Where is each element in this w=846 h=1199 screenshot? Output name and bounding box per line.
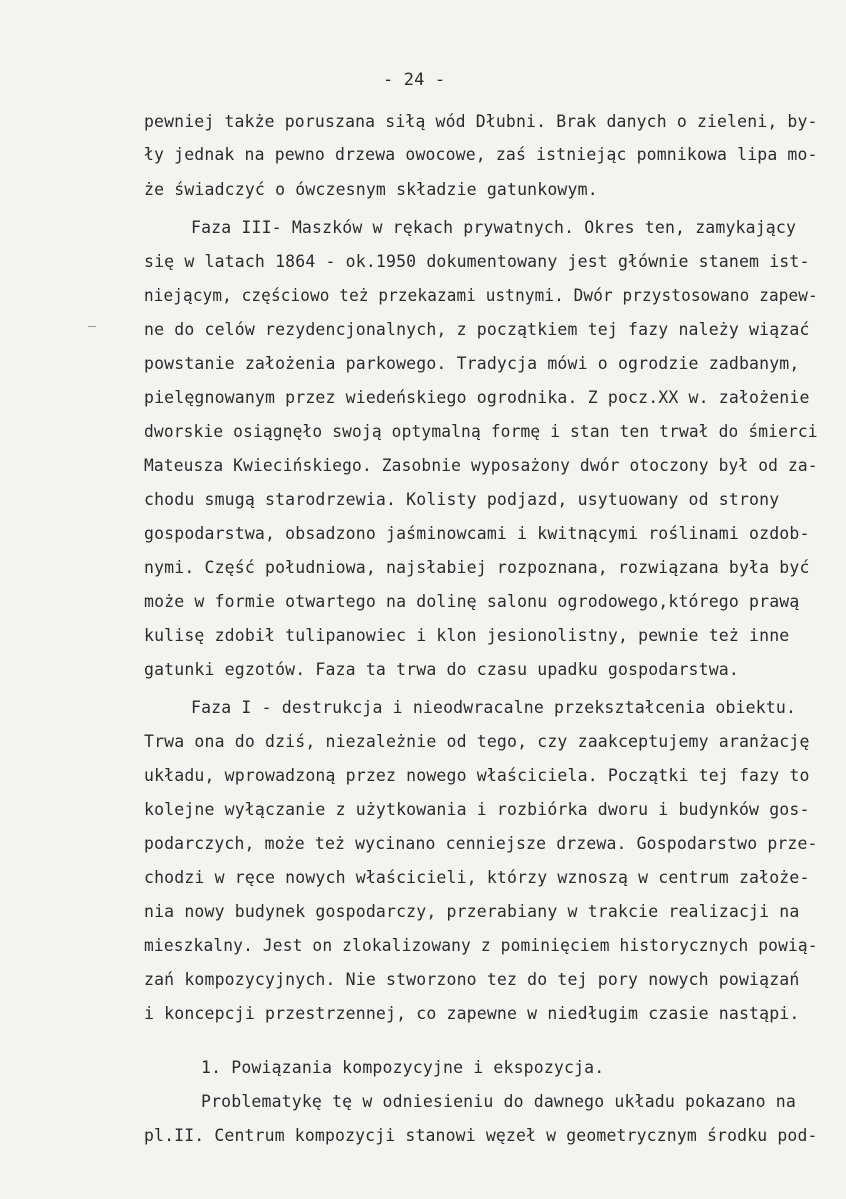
text-line: zań kompozycyjnych. Nie stworzono tez do tej pory nowych powiązań — [144, 970, 800, 989]
text-line: nymi. Część południowa, najsłabiej rozpoznana, rozwiązana była być — [144, 558, 810, 577]
text-line: może w formie otwartego na dolinę salonu ogrodowego,którego prawą — [144, 592, 800, 611]
text-line: ne do celów rezydencjonalnych, z początkiem tej fazy należy wiązać — [144, 320, 810, 339]
text-line: mieszkalny. Jest on zlokalizowany z pominięciem historycznych powią- — [144, 936, 818, 955]
text-line: Trwa ona do dziś, niezależnie od tego, czy zaakceptujemy aranżację — [144, 732, 810, 751]
text-line: pewniej także poruszana siłą wód Dłubni. Brak danych o zieleni, by- — [144, 112, 818, 131]
text-line: układu, wprowadzoną przez nowego właściciela. Początki tej fazy to — [144, 766, 810, 785]
text-line: Faza III- Maszków w rękach prywatnych. Okres ten, zamykający — [191, 218, 797, 237]
section-heading: 1. Powiązania kompozycyjne i ekspozycja. — [201, 1058, 605, 1077]
text-line: nia nowy budynek gospodarczy, przerabiany w trakcie realizacji na — [144, 902, 800, 921]
text-line: się w latach 1864 - ok.1950 dokumentowany jest głównie stanem ist- — [144, 252, 810, 271]
text-line: powstanie założenia parkowego. Tradycja mówi o ogrodzie zadbanym, — [144, 354, 800, 373]
text-line: gatunki egzotów. Faza ta trwa do czasu upadku gospodarstwa. — [144, 660, 739, 679]
text-line: kulisę zdobił tulipanowiec i klon jesionolistny, pewnie też inne — [144, 626, 790, 645]
text-line: gospodarstwa, obsadzono jaśminowcami i kwitnącymi roślinami ozdob- — [144, 524, 810, 543]
text-line: niejącym, częściowo też przekazami ustnymi. Dwór przystosowano zapew- — [144, 286, 818, 305]
page-number: - 24 - — [383, 70, 446, 90]
text-line: dworskie osiągnęło swoją optymalną formę i stan ten trwał do śmierci — [144, 422, 818, 441]
text-line: Faza I - destrukcja i nieodwracalne przekształcenia obiektu. — [191, 698, 797, 717]
text-line: Mateusza Kwiecińskiego. Zasobnie wyposażony dwór otoczony był od za- — [144, 456, 818, 475]
text-line: podarczych, może też wycinano cenniejsze drzewa. Gospodarstwo prze- — [144, 834, 818, 853]
text-line: że świadczyć o ówczesnym składzie gatunkowym. — [144, 180, 598, 199]
text-line: chodzi w ręce nowych właścicieli, którzy wznoszą w centrum założe- — [144, 868, 810, 887]
text-line: i koncepcji przestrzennej, co zapewne w niedługim czasie nastąpi. — [144, 1004, 800, 1023]
text-line: chodu smugą starodrzewia. Kolisty podjazd, usytuowany od strony — [144, 490, 780, 509]
text-line: kolejne wyłączanie z użytkowania i rozbiórka dworu i budynków gos- — [144, 800, 810, 819]
margin-mark — [88, 326, 96, 327]
text-line: Problematykę tę w odniesieniu do dawnego układu pokazano na — [201, 1092, 796, 1111]
text-line: ły jednak na pewno drzewa owocowe, zaś istniejąc pomnikowa lipa mo- — [144, 145, 818, 164]
text-line: pielęgnowanym przez wiedeńskiego ogrodnika. Z pocz.XX w. założenie — [144, 388, 810, 407]
text-line: pl.II. Centrum kompozycji stanowi węzeł w geometrycznym środku pod- — [144, 1126, 818, 1145]
